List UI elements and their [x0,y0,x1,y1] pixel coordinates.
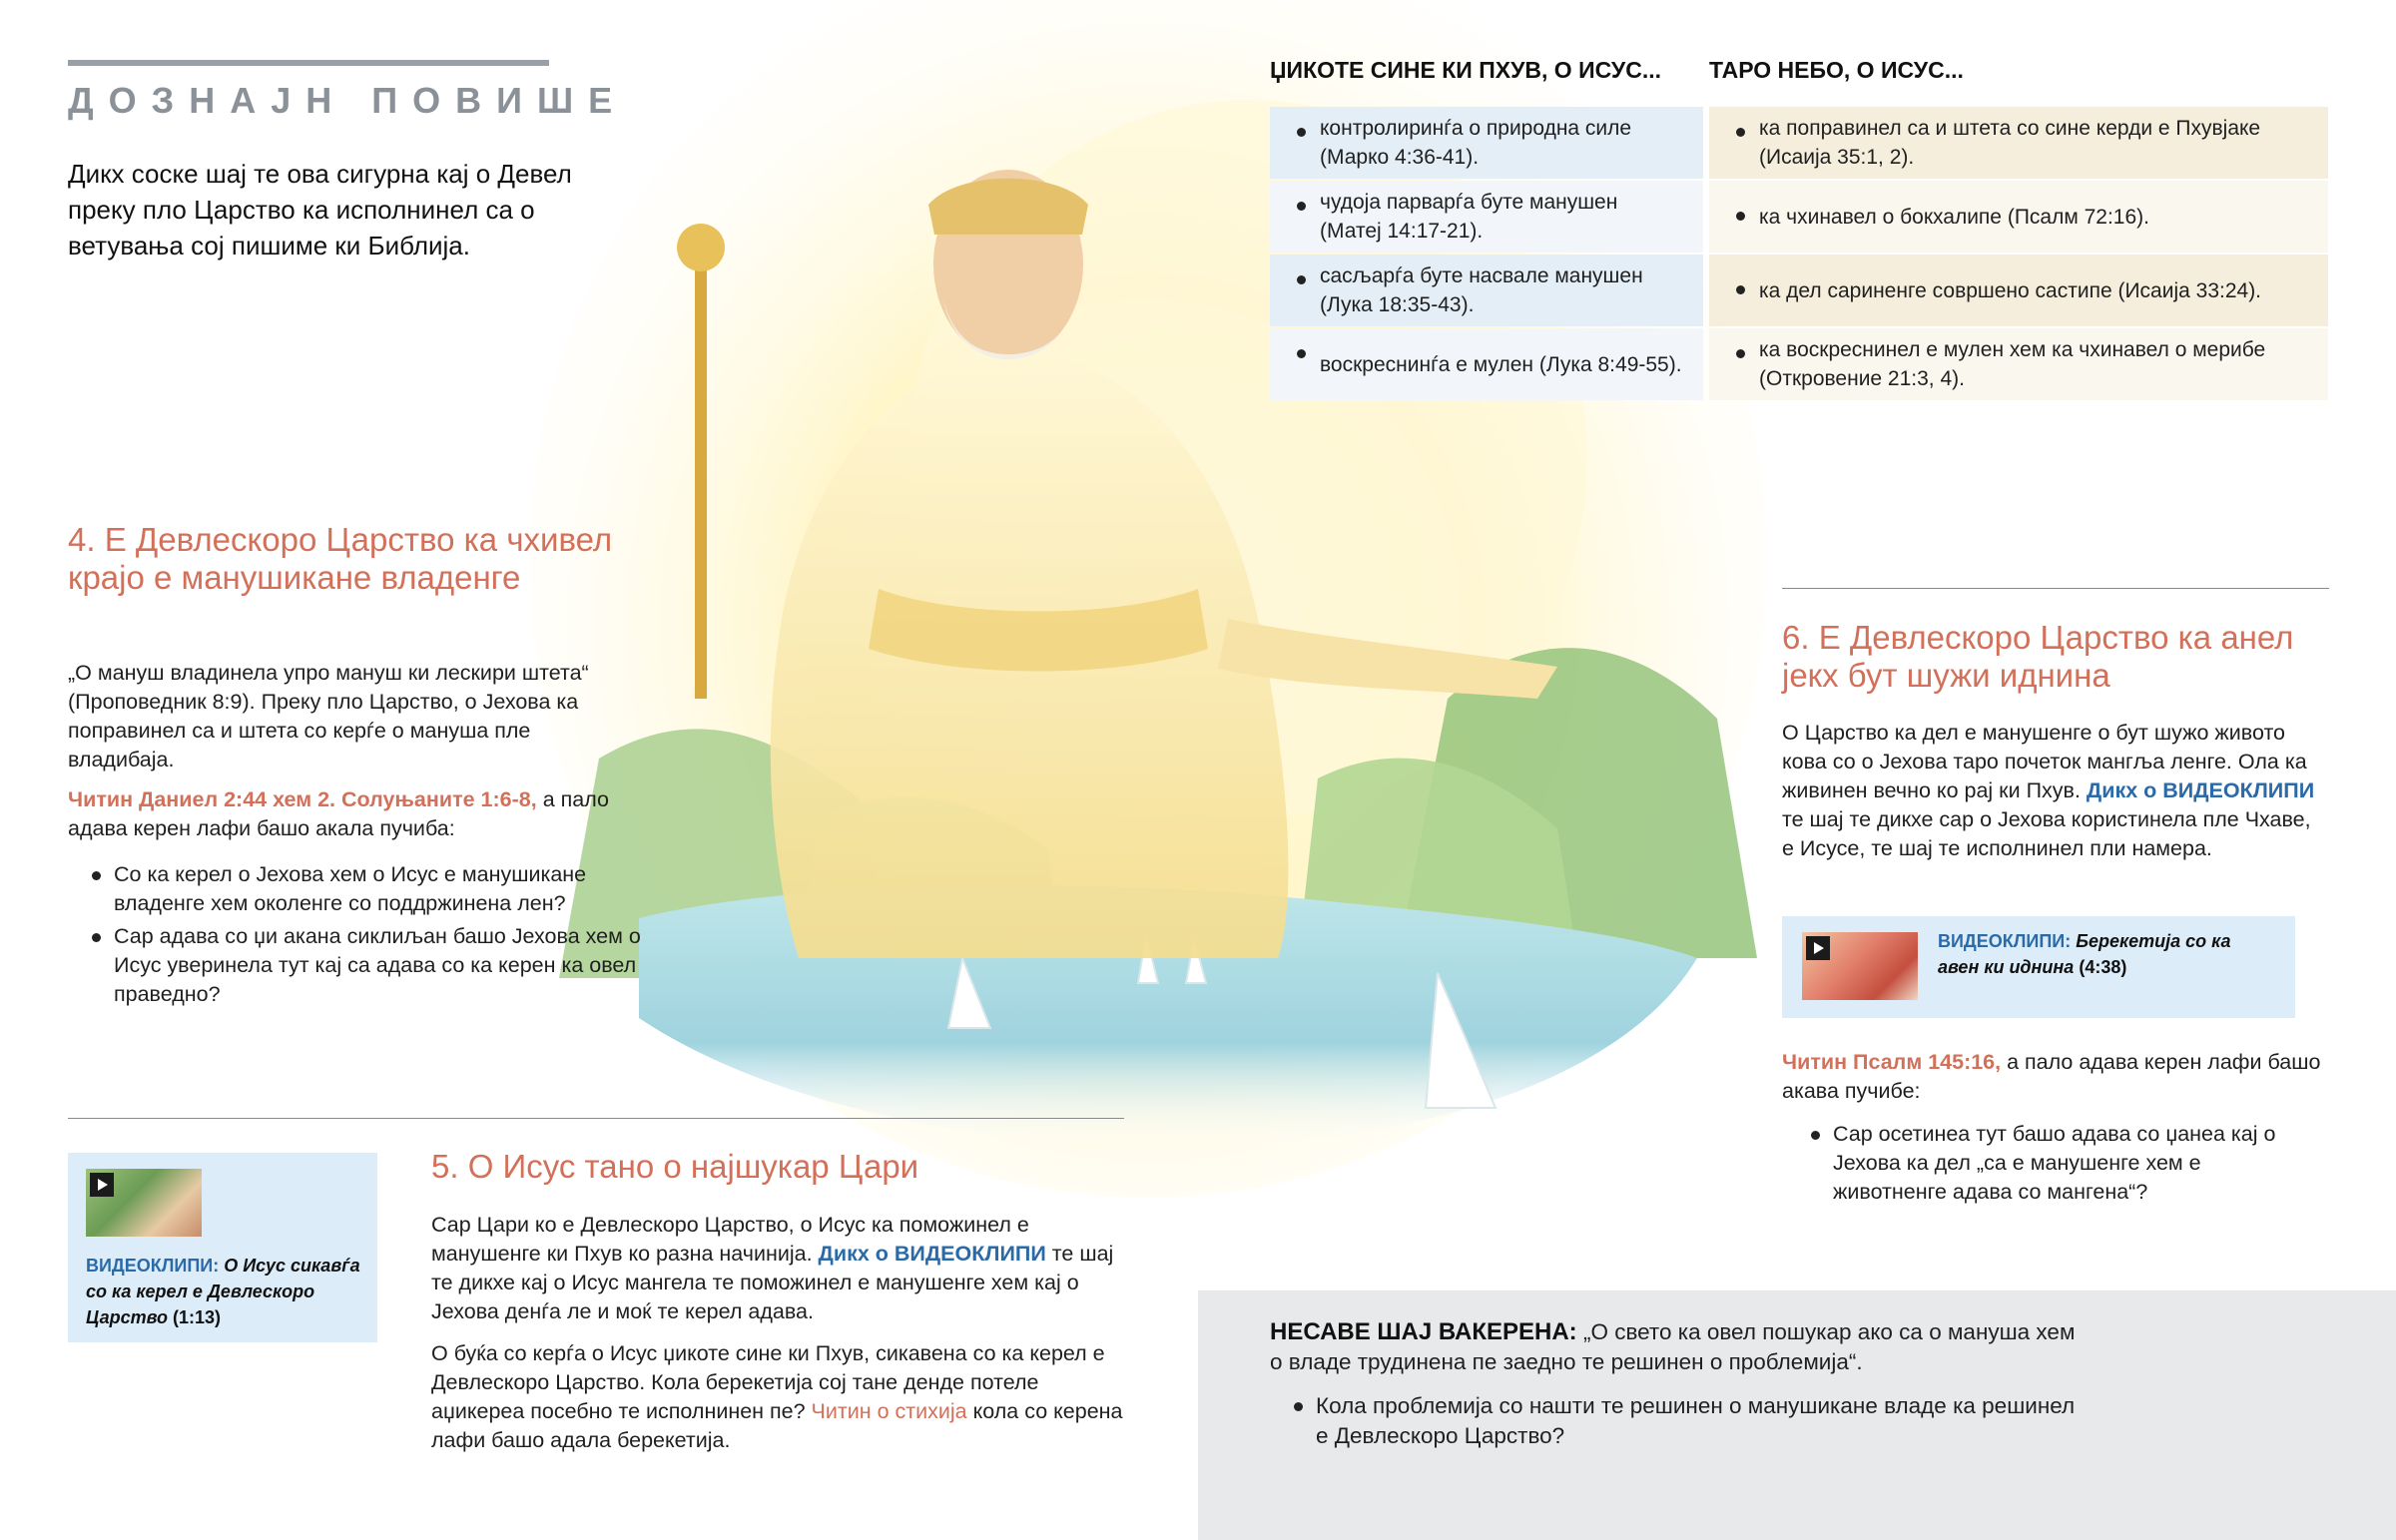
header-rule [68,60,549,66]
section-5-paragraph [431,1211,1130,1326]
scripture-link[interactable]: Читин Даниел 2:44 хем 2. Солуњаните 1:6-8, [68,787,537,811]
paragraph-text: те шај те дикхе кај о Исус мангела те поможинел е манушенге хем кај о Јехова денѓа ле и моќ те керел адава. [431,1242,1114,1323]
video-label[interactable] [86,1253,365,1330]
section-6-paragraph [1782,719,2326,863]
table-cell-earth: контролиринѓа о природна силе (Марко 4:36-41). [1270,107,1703,179]
paragraph-text: кола со керена лафи башо адала берекетија. [431,1399,1123,1452]
section-5-paragraph [431,1339,1130,1455]
video-title: О Исус сикавѓа со ка керел е Девлескоро Царство [86,1256,360,1327]
section-5-heading: 5. О Исус тано о најшукар Цари [431,1148,919,1185]
table-cell-heaven: ка поправинел са и штета со сине керди е Пхувјаке (Исаија 35:1, 2). [1709,107,2328,179]
reading-instruction: а пало адава керен лафи башо акава пучибе: [1782,1050,2321,1103]
question-bullet: Сар осетинеа тут башо адава со џанеа кај о Јехова ка дел „са е манушенге хем е животненге адава со мангена“? [1787,1120,2306,1207]
video-link[interactable]: Дикх о ВИДЕОКЛИПИ [2086,778,2315,802]
section-6-reading [1782,1048,2326,1106]
section-6-heading: 6. Е Девлескоро Царство ка анел јекх бут шужи иднина [1782,619,2294,694]
paragraph-text: О буќа со керѓа о Исус џикоте сине ки Пхув, сикавена со ка керел е Девлескоро Царство. Кола берекетија сој тане денде потеле аџикереа посебно те исполнинен пе? [431,1341,1105,1423]
video-title: Берекетија со ка авен ки иднина [1938,931,2231,977]
question-bullet: Кола проблемија со нашти те решинен о манушикане владе ка решинел е Девлескоро Царство? [1270,1391,2089,1451]
summary-text [1270,1317,2089,1377]
table-cell-earth: сасљарѓа буте насвале манушен (Лука 18:35-43). [1270,255,1703,326]
scripture-link[interactable]: Читин о стихија [811,1399,967,1423]
video-duration: (1:13) [173,1307,222,1327]
page-title: ДОЗНАЈН ПОВИШЕ [68,80,628,121]
video-card[interactable] [68,1153,377,1342]
intro-text: Дикх соске шај те ова сигурна кај о Девел преку пло Царство ка исполнинел са о ветувања сој пишиме ки Библија. [68,159,572,260]
table-cell-earth: воскреснинѓа е мулен (Лука 8:49-55). [1270,328,1703,400]
summary-quote: „О свето ка овел пошукар ако са о мануша хем о владе трудинена пе заедно те решинен о проблемија“. [1270,1319,2076,1374]
table-heading-earth: ЏИКОТЕ СИНЕ КИ ПХУВ, О ИСУС... [1270,57,1661,83]
table-cell-heaven: ка дел сариненге совршено састипе (Исаија 33:24). [1709,255,2328,326]
video-thumbnail[interactable] [1802,932,1918,1000]
table-cell-heaven: ка чхинавел о бокхалипе (Псалм 72:16). [1709,181,2328,253]
video-card[interactable] [1782,916,2295,1018]
play-icon[interactable] [1806,936,1830,960]
paragraph-text: те шај те дикхе сар о Јехова користинела пле Чхаве, е Исусе, те шај те исполнинел пли намера. [1782,807,2311,860]
table-heading-heaven: ТАРО НЕБО, О ИСУС... [1709,57,1964,83]
video-link[interactable]: Дикх о ВИДЕОКЛИПИ [818,1242,1046,1266]
table-cell-earth: чудоја парварѓа буте манушен (Матеј 14:17-21). [1270,181,1703,253]
video-label[interactable] [1938,928,2237,980]
divider [1782,588,2329,589]
scripture-link[interactable]: Читин Псалм 145:16, [1782,1050,2002,1074]
section-4-quote: „О мануш владинела упро мануш ки лескири штета“ (Проповедник 8:9). Преку пло Царство, о Јехова ка поправинел са и штета со керѓе о мануша пле владибаја. [68,661,589,771]
summary-box [1198,1290,2396,1540]
video-duration: (4:38) [2079,957,2127,977]
paragraph-text: Сар Цари ко е Девлескоро Царство, о Исус ка поможинел е манушенге ки Пхув ко разна начинија. [431,1213,1029,1266]
play-icon[interactable] [90,1173,114,1197]
question-bullet: Сар адава со џи акана сиклиљан башо Јехова хем о Исус уверинела тут кај са адава со ка керен ка овел праведно? [68,922,647,1009]
reading-instruction: а пало адава керен лафи башо акала пучиба: [68,787,609,840]
table-cell-heaven: ка воскреснинел е мулен хем ка чхинавел о мерибе (Откровение 21:3, 4). [1709,328,2328,400]
section-4-reading [68,785,627,843]
summary-label: НЕСАВЕ ШАЈ ВАКЕРЕНА: [1270,1318,1577,1345]
paragraph-text: О Царство ка дел е манушенге о бут шужо живото кова со о Јехова таро почеток мангља ленге. Ола ка живинен вечно ко рај ки Пхув. [1782,721,2307,802]
video-tag: ВИДЕОКЛИПИ: [1938,931,2072,951]
divider [68,1118,1124,1119]
section-4-heading: 4. Е Девлескоро Царство ка чхивел крајо е манушикане владенге [68,521,613,596]
video-thumbnail[interactable] [86,1169,202,1237]
question-bullet: Со ка керел о Јехова хем о Исус е манушикане владенге хем околенге со поддржинена лен? [68,860,627,918]
video-tag: ВИДЕОКЛИПИ: [86,1256,220,1276]
